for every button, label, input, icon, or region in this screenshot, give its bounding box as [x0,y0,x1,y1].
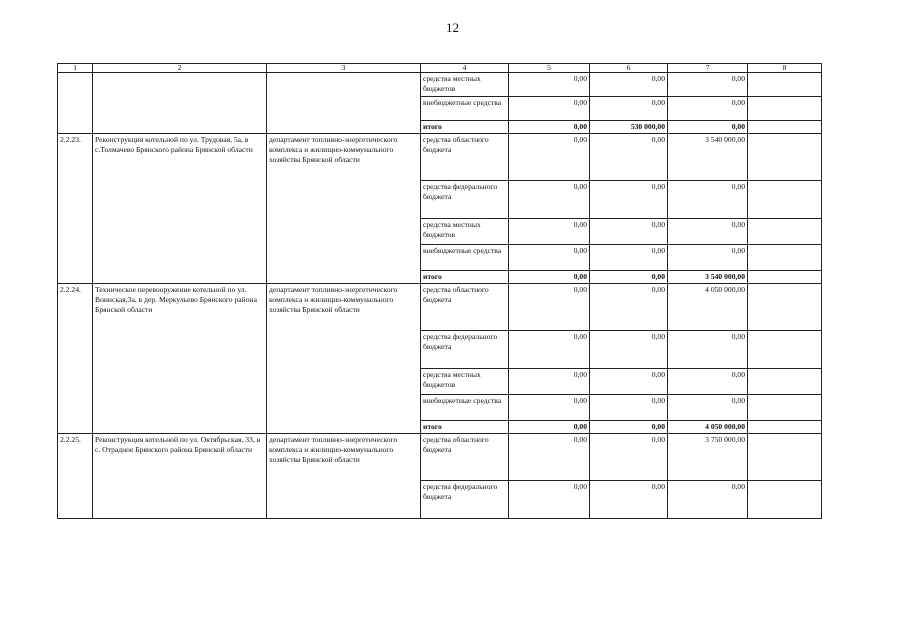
value-cell [748,369,822,395]
project-executor: департамент топливно-энергетического комплекса и жилищно-коммунального хозяйства Брянской области [267,134,421,284]
project-number: 2.2.24. [58,284,93,434]
value-cell: 0,00 [590,181,668,219]
project-executor: департамент топливно-энергетического комплекса и жилищно-коммунального хозяйства Брянской области [267,284,421,434]
value-cell: 0,00 [668,395,748,421]
value-cell: 0,00 [590,97,668,121]
value-cell: 0,00 [509,395,590,421]
column-header: 7 [668,64,748,73]
source-cell: средства областного бюджета [421,134,509,181]
value-cell: 4 050 000,00 [668,421,748,434]
value-cell: 0,00 [668,121,748,134]
source-cell: средства местных бюджетов [421,73,509,97]
value-cell: 0,00 [590,395,668,421]
value-cell: 0,00 [590,369,668,395]
value-cell: 0,00 [590,284,668,331]
source-cell: итого [421,271,509,284]
value-cell: 0,00 [509,219,590,245]
value-cell: 0,00 [509,331,590,369]
column-header: 8 [748,64,822,73]
column-header: 1 [58,64,93,73]
number-cell [58,73,93,134]
value-cell [748,181,822,219]
value-cell: 3 540 000,00 [668,271,748,284]
value-cell: 0,00 [590,271,668,284]
value-cell: 0,00 [509,421,590,434]
value-cell: 4 050 000,00 [668,284,748,331]
value-cell [748,73,822,97]
source-cell: итого [421,421,509,434]
value-cell: 0,00 [590,219,668,245]
value-cell [748,421,822,434]
source-cell: средства областного бюджета [421,284,509,331]
project-name: Реконструкция котельной по ул. Октябрьская, 33, в с. Отрадное Брянского района Брянской области [93,434,267,519]
project-executor: департамент топливно-энергетического комплекса и жилищно-коммунального хозяйства Брянской области [267,434,421,519]
table-row [58,73,822,97]
column-header: 4 [421,64,509,73]
value-cell [748,219,822,245]
value-cell: 0,00 [509,284,590,331]
project-name: Техническое перевооружение котельной по ул. Воинская,3а, в дер. Меркульево Брянского района Брянской области [93,284,267,434]
column-header: 6 [590,64,668,73]
source-cell: внебюджетные средства [421,395,509,421]
value-cell: 0,00 [590,331,668,369]
value-cell [748,481,822,519]
value-cell [748,271,822,284]
source-cell: средства федерального бюджета [421,181,509,219]
value-cell: 0,00 [668,219,748,245]
value-cell: 0,00 [590,481,668,519]
project-number: 2.2.25. [58,434,93,519]
value-cell: 0,00 [509,134,590,181]
column-number-row [58,64,822,73]
value-cell: 0,00 [509,481,590,519]
source-cell: итого [421,121,509,134]
value-cell: 0,00 [509,181,590,219]
value-cell: 0,00 [590,73,668,97]
value-cell [748,434,822,481]
budget-table [57,63,822,519]
value-cell: 0,00 [668,73,748,97]
source-cell: средства федерального бюджета [421,481,509,519]
value-cell: 0,00 [509,245,590,271]
value-cell [748,331,822,369]
value-cell [748,284,822,331]
value-cell: 0,00 [590,434,668,481]
table-row [58,134,822,181]
value-cell: 0,00 [668,97,748,121]
value-cell: 0,00 [668,331,748,369]
value-cell: 0,00 [509,73,590,97]
value-cell [748,245,822,271]
project-name: Реконструкция котельной по ул. Трудовая, 5а, в с.Толмачево Брянского района Брянской области [93,134,267,284]
value-cell: 0,00 [590,421,668,434]
source-cell: средства местных бюджетов [421,219,509,245]
value-cell: 0,00 [509,97,590,121]
value-cell: 0,00 [668,181,748,219]
value-cell: 0,00 [509,121,590,134]
executor-cell [267,73,421,134]
project-number: 2.2.23. [58,134,93,284]
value-cell: 3 540 000,00 [668,134,748,181]
value-cell: 530 000,00 [590,121,668,134]
value-cell [748,395,822,421]
value-cell: 0,00 [668,369,748,395]
value-cell: 0,00 [590,134,668,181]
value-cell: 3 750 000,00 [668,434,748,481]
value-cell: 0,00 [668,481,748,519]
value-cell: 0,00 [668,245,748,271]
column-header: 2 [93,64,267,73]
column-header: 5 [509,64,590,73]
column-header: 3 [267,64,421,73]
value-cell [748,97,822,121]
source-cell: средства местных бюджетов [421,369,509,395]
value-cell: 0,00 [509,434,590,481]
source-cell: средства областного бюджета [421,434,509,481]
name-cell [93,73,267,134]
source-cell: средства федерального бюджета [421,331,509,369]
table-row [58,284,822,331]
value-cell: 0,00 [590,245,668,271]
value-cell [748,134,822,181]
value-cell: 0,00 [509,271,590,284]
value-cell: 0,00 [509,369,590,395]
table-row [58,434,822,481]
table-body [58,73,822,519]
source-cell: внебюджетные средства [421,97,509,121]
page-number: 12 [446,20,459,35]
value-cell [748,121,822,134]
source-cell: внебюджетные средства [421,245,509,271]
